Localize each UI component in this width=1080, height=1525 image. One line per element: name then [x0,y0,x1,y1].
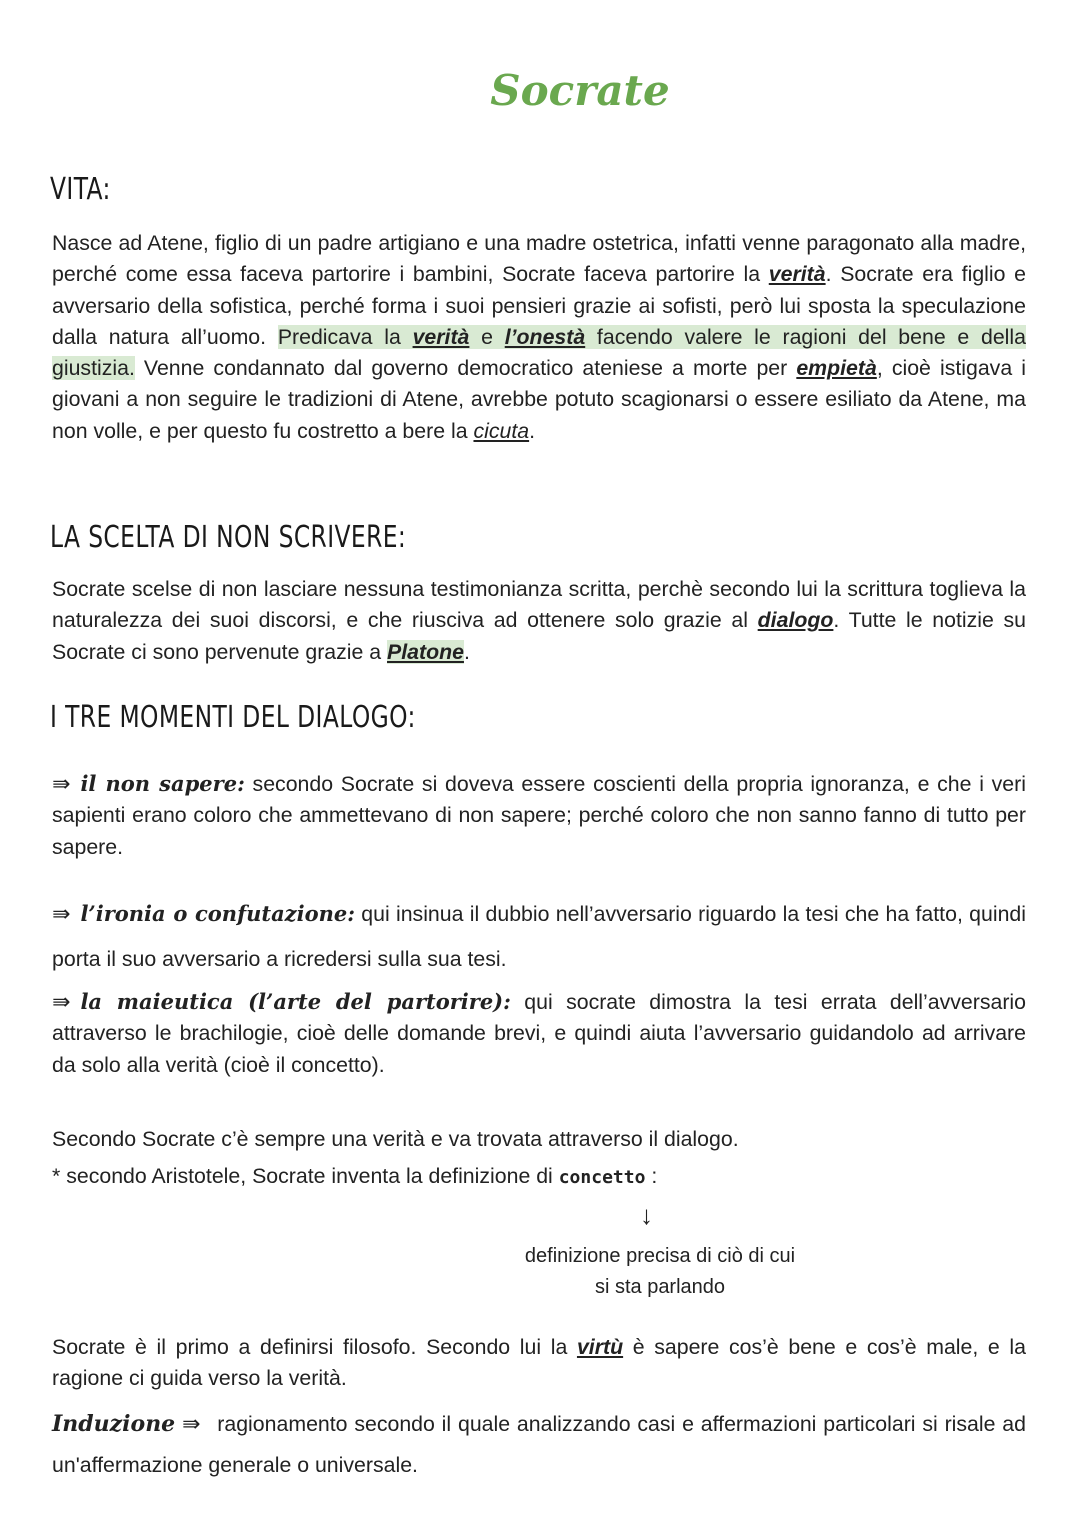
momento-ironia: ⇛ l’ironia o confutazione: qui insinua il dubbio nell’avversario riguardo la tesi che ha fatto, quindi porta il suo avversario a ricredersi sulla sua tesi. [52,901,1026,971]
double-arrow-icon: ⇛ [52,990,71,1015]
term-platone: Platone [387,639,464,664]
heading-vita: VITA: [50,172,111,207]
term-ironia: l’ironia o confutazione: [80,901,355,926]
term-empieta: empietà [796,356,877,381]
momento-maieutica: ⇛ la maieutica (l’arte del partorire): qui socrate dimostra la tesi errata dell’avversario attraverso le brachilogie, cioè delle domande brevi, e quindi aiuta l’avversario guidandolo ad arrivare da solo alla verità (cioè il concetto). [52,989,1027,1077]
highlight-predicava: Predicava la verità e l’onestà facendo valere le ragioni del bene e della giustizia. [52,324,1026,381]
term-induzione: Induzione [52,1411,176,1437]
page-title: Socrate [490,66,670,115]
heading-scelta: LA SCELTA DI NON SCRIVERE: [50,520,407,555]
double-arrow-icon: ⇛ [182,1412,201,1437]
term-verita: verità [768,262,826,287]
heading-momenti: I TRE MOMENTI DEL DIALOGO: [50,700,416,735]
term-virtu: virtù [576,1335,624,1359]
down-arrow-icon: ↓ [640,1200,653,1230]
paragraph-verita-dialogo: Secondo Socrate c’è sempre una verità e va trovata attraverso il dialogo. [52,1127,739,1151]
term-cicuta: cicuta [473,418,530,443]
term-concetto: concetto [558,1167,646,1188]
paragraph-filosofo: Socrate è il primo a definirsi filosofo. Secondo lui la virtù è sapere cos’è bene e cos’è male, e la ragione ci guida verso la verità. [52,1335,1026,1391]
double-arrow-icon: ⇛ [52,772,71,797]
double-arrow-icon: ⇛ [52,902,71,927]
paragraph-induzione: Induzione ⇛ ragionamento secondo il quale analizzando casi e affermazioni particolari si risale ad un'affermazione generale o universale. [52,1411,1026,1477]
term-maieutica: la maieutica (l’arte del partorire): [80,989,511,1014]
definition-concetto: definizione precisa di ciò di cui si sta parlando [524,1245,796,1298]
paragraph-aristotele: * secondo Aristotele, Socrate inventa la definizione di concetto : [52,1164,658,1188]
term-non-sapere: il non sapere: [80,771,245,796]
paragraph-scelta: Socrate scelse di non lasciare nessuna testimonianza scritta, perchè secondo lui la scrittura toglieva la naturalezza dei suoi discorsi, e che riusciva ad ottenere solo grazie al dialogo. Tutte le notizie su Socrate ci sono pervenute grazie a Platone. [52,577,1026,664]
term-dialogo: dialogo [757,608,834,633]
paragraph-vita: Nasce ad Atene, figlio di un padre artigiano e una madre ostetrica, infatti venne paragonato alla madre, perché come essa faceva partorire i bambini, Socrate faceva partorire la verità. Socrate era figlio e avversario della sofistica, perché forma i suoi pensieri grazie ai sofisti, però lui sposta la speculazione dalla natura all’uomo. Predicava la verità e l’onestà facendo valere le ragioni del bene e della giustizia. Venne condannato dal governo democratico ateniese a morte per empietà, cioè istigava i giovani a non seguire le tradizioni di Atene, avrebbe potuto scagionarsi o essere esiliato da Atene, ma non volle, e per questo fu costretto a bere la cicuta. [52,231,1026,443]
momento-non-sapere: ⇛ il non sapere: secondo Socrate si doveva essere coscienti della propria ignoranza, e che i veri sapienti erano coloro che ammettevano di non sapere; perché coloro che non sanno fanno di tutto per sapere. [52,771,1026,859]
